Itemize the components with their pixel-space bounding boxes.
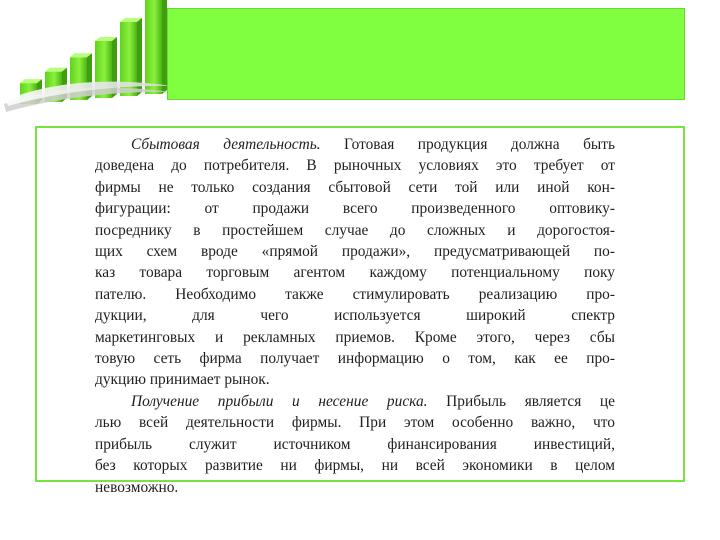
text-line: [95, 391, 615, 412]
line-text: дукцию принимает рынок.: [95, 371, 270, 389]
line-text: фирмы не только создания сбытовой сети той или иной кон-: [95, 178, 615, 196]
text-line: [95, 369, 615, 390]
text-line: [95, 455, 615, 476]
line-text: прибыль служит источником финансирования инвестиций,: [95, 435, 615, 453]
line-text: посреднику в простейшем случае до сложных и дорогостоя-: [95, 221, 615, 239]
text-line: [95, 155, 615, 176]
line-text: щих схем вроде «прямой продажи», предусматривающей по-: [95, 243, 615, 261]
line-text: дукции, для чего используется широкий спектр: [95, 307, 615, 325]
content-box: [35, 126, 685, 496]
line-text: без которых развитие ни фирмы, ни всей экономики в целом: [95, 457, 615, 475]
line-text: каз товара торговым агентом каждому потенциальному поку: [95, 264, 615, 282]
italic-heading: Получение прибыли и несение риска.: [131, 392, 428, 410]
line-text: фигурации: от продажи всего произведенного оптовику-: [95, 200, 615, 218]
title-placeholder: [167, 8, 685, 100]
text-line: [95, 177, 615, 198]
line-text: Прибыль является це: [427, 392, 615, 410]
text-line: [95, 284, 615, 305]
line-text: доведена до потребителя. В рыночных условиях это требует от: [95, 157, 615, 175]
logo-bar: [145, 0, 162, 94]
line-text: товую сеть фирма получает информацию о том, как ее про-: [95, 350, 615, 368]
text-line: [95, 348, 615, 369]
text-line: [95, 198, 615, 219]
text-line: [95, 327, 615, 348]
line-text: Готовая продукция должна быть: [320, 136, 615, 153]
line-text: пателю. Необходимо также стимулировать реализацию про-: [95, 285, 615, 303]
line-text: маркетинговых и рекламных приемов. Кроме этого, через сбы: [95, 328, 615, 346]
text-line: [95, 134, 615, 155]
line-text: невозможно.: [95, 478, 179, 496]
line-text: лью всей деятельности фирмы. При этом особенно важно, что: [95, 414, 615, 432]
italic-heading: Сбытовая деятельность.: [131, 136, 321, 153]
text-line: [95, 241, 615, 262]
text-line: [95, 412, 615, 433]
bar-chart-logo: [0, 0, 175, 125]
text-line: [95, 220, 615, 241]
text-line: [95, 262, 615, 283]
text-line: [95, 434, 615, 455]
text-line: [95, 477, 615, 498]
document-text: [95, 134, 615, 498]
text-line: [95, 305, 615, 326]
